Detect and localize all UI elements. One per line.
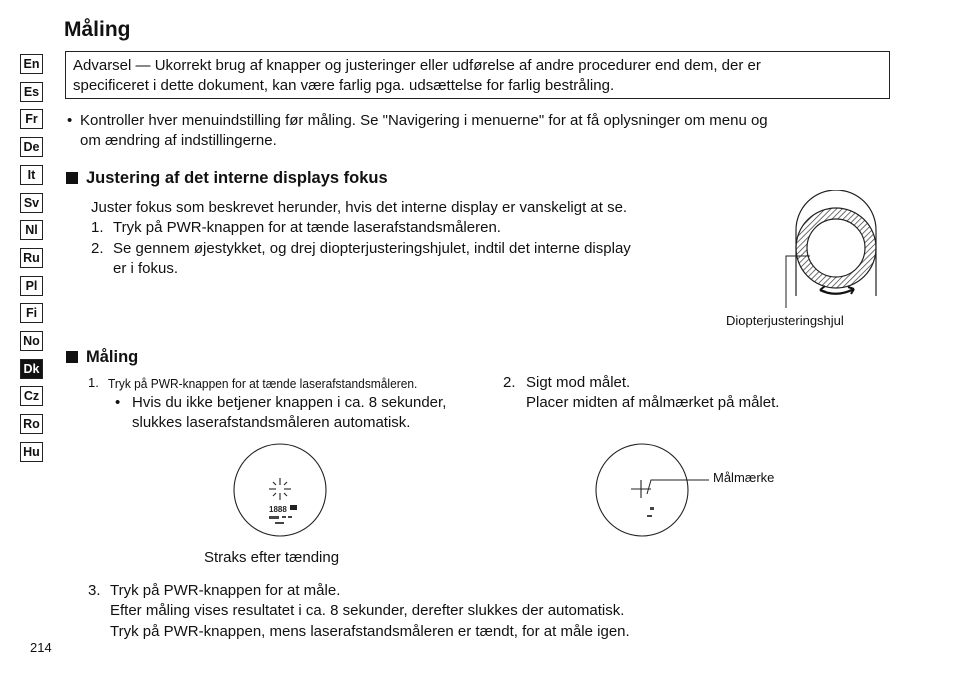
- display-target-mark: [592, 440, 732, 540]
- measure-step2-line-1: Sigt mod målet.: [526, 374, 631, 391]
- measure-step2-number: 2.: [503, 374, 516, 391]
- measure-step3-line-1: Tryk på PWR-knappen for at måle.: [110, 582, 341, 599]
- warning-box: [65, 51, 890, 99]
- measure-step1-sub-line-2: slukkes laserafstandsmåleren automatisk.: [132, 414, 411, 431]
- focus-step2-number: 2.: [91, 240, 104, 257]
- display-at-startup: [230, 440, 330, 540]
- display1-caption: Straks efter tænding: [204, 549, 340, 566]
- readout-digits: 1888: [269, 505, 287, 514]
- intro-line-1: Kontroller hver menuindstilling før måling. Se "Navigering i menuerne" for at få oplysninger om menu og: [80, 112, 768, 129]
- focus-step2-line-2: er i fokus.: [113, 260, 179, 277]
- language-tab-ro[interactable]: Ro: [20, 414, 43, 434]
- warning-line-1: Advarsel — Ukorrekt brug af knapper og justeringer eller udførelse af andre procedurer end dem, der er: [73, 57, 761, 74]
- measure-heading-text: Måling: [86, 348, 139, 366]
- language-tab-hu[interactable]: Hu: [20, 442, 43, 462]
- language-tab-dk[interactable]: Dk: [20, 359, 43, 379]
- language-tab-en[interactable]: En: [20, 54, 43, 74]
- heading-square-icon: [66, 172, 78, 184]
- language-tab-no[interactable]: No: [20, 331, 43, 351]
- language-tab-sv[interactable]: Sv: [20, 193, 43, 213]
- measure-step3-line-2: Efter måling vises resultatet i ca. 8 sekunder, derefter slukkes der automatisk.: [110, 602, 625, 619]
- measure-step1-number: 1.: [88, 375, 99, 390]
- focus-text: Juster fokus som beskrevet herunder, hvis det interne display er vanskeligt at se.: [91, 199, 628, 216]
- language-tab-cz[interactable]: Cz: [20, 386, 43, 406]
- focus-heading: [66, 169, 388, 188]
- intro-bullet: •: [67, 112, 73, 129]
- page-title: Måling: [64, 18, 131, 41]
- language-tab-pl[interactable]: Pl: [20, 276, 43, 296]
- warning-line-2: specificeret i dette dokument, kan være farlig pga. udsættelse for farlig bestråling.: [73, 77, 615, 94]
- language-tab-nl[interactable]: Nl: [20, 220, 43, 240]
- focus-step2-line-1: Se gennem øjestykket, og drej diopterjusteringshjulet, indtil det interne display: [113, 240, 631, 257]
- measure-heading: [66, 348, 138, 367]
- measure-step2-line-2: Placer midten af målmærket på målet.: [526, 394, 780, 411]
- measure-step1: Tryk på PWR-knappen for at tænde laserafstandsmåleren.: [108, 376, 418, 391]
- focus-step1-number: 1.: [91, 219, 104, 236]
- language-tab-fr[interactable]: Fr: [20, 109, 43, 129]
- language-tab-es[interactable]: Es: [20, 82, 43, 102]
- eyepiece-diagram: [770, 190, 890, 308]
- measure-step3-number: 3.: [88, 582, 101, 599]
- diopter-caption: Diopterjusteringshjul: [726, 313, 844, 328]
- focus-step1: Tryk på PWR-knappen for at tænde laserafstandsmåleren.: [113, 219, 501, 236]
- language-tab-ru[interactable]: Ru: [20, 248, 43, 268]
- language-tab-fi[interactable]: Fi: [20, 303, 43, 323]
- intro-line-2: om ændring af indstillingerne.: [80, 132, 277, 149]
- page-number: 214: [30, 640, 52, 655]
- language-tab-de[interactable]: De: [20, 137, 43, 157]
- measure-step1-bullet: •: [115, 394, 121, 411]
- measure-step3-line-3: Tryk på PWR-knappen, mens laserafstandsmåleren er tændt, for at måle igen.: [110, 623, 630, 640]
- heading-square-icon: [66, 351, 78, 363]
- language-tab-it[interactable]: It: [20, 165, 43, 185]
- focus-heading-text: Justering af det interne displays fokus: [86, 169, 388, 187]
- eyepiece-lens: [807, 219, 865, 277]
- measure-step1-sub-line-1: Hvis du ikke betjener knappen i ca. 8 sekunder,: [132, 394, 447, 411]
- target-mark-label: Målmærke: [713, 470, 775, 485]
